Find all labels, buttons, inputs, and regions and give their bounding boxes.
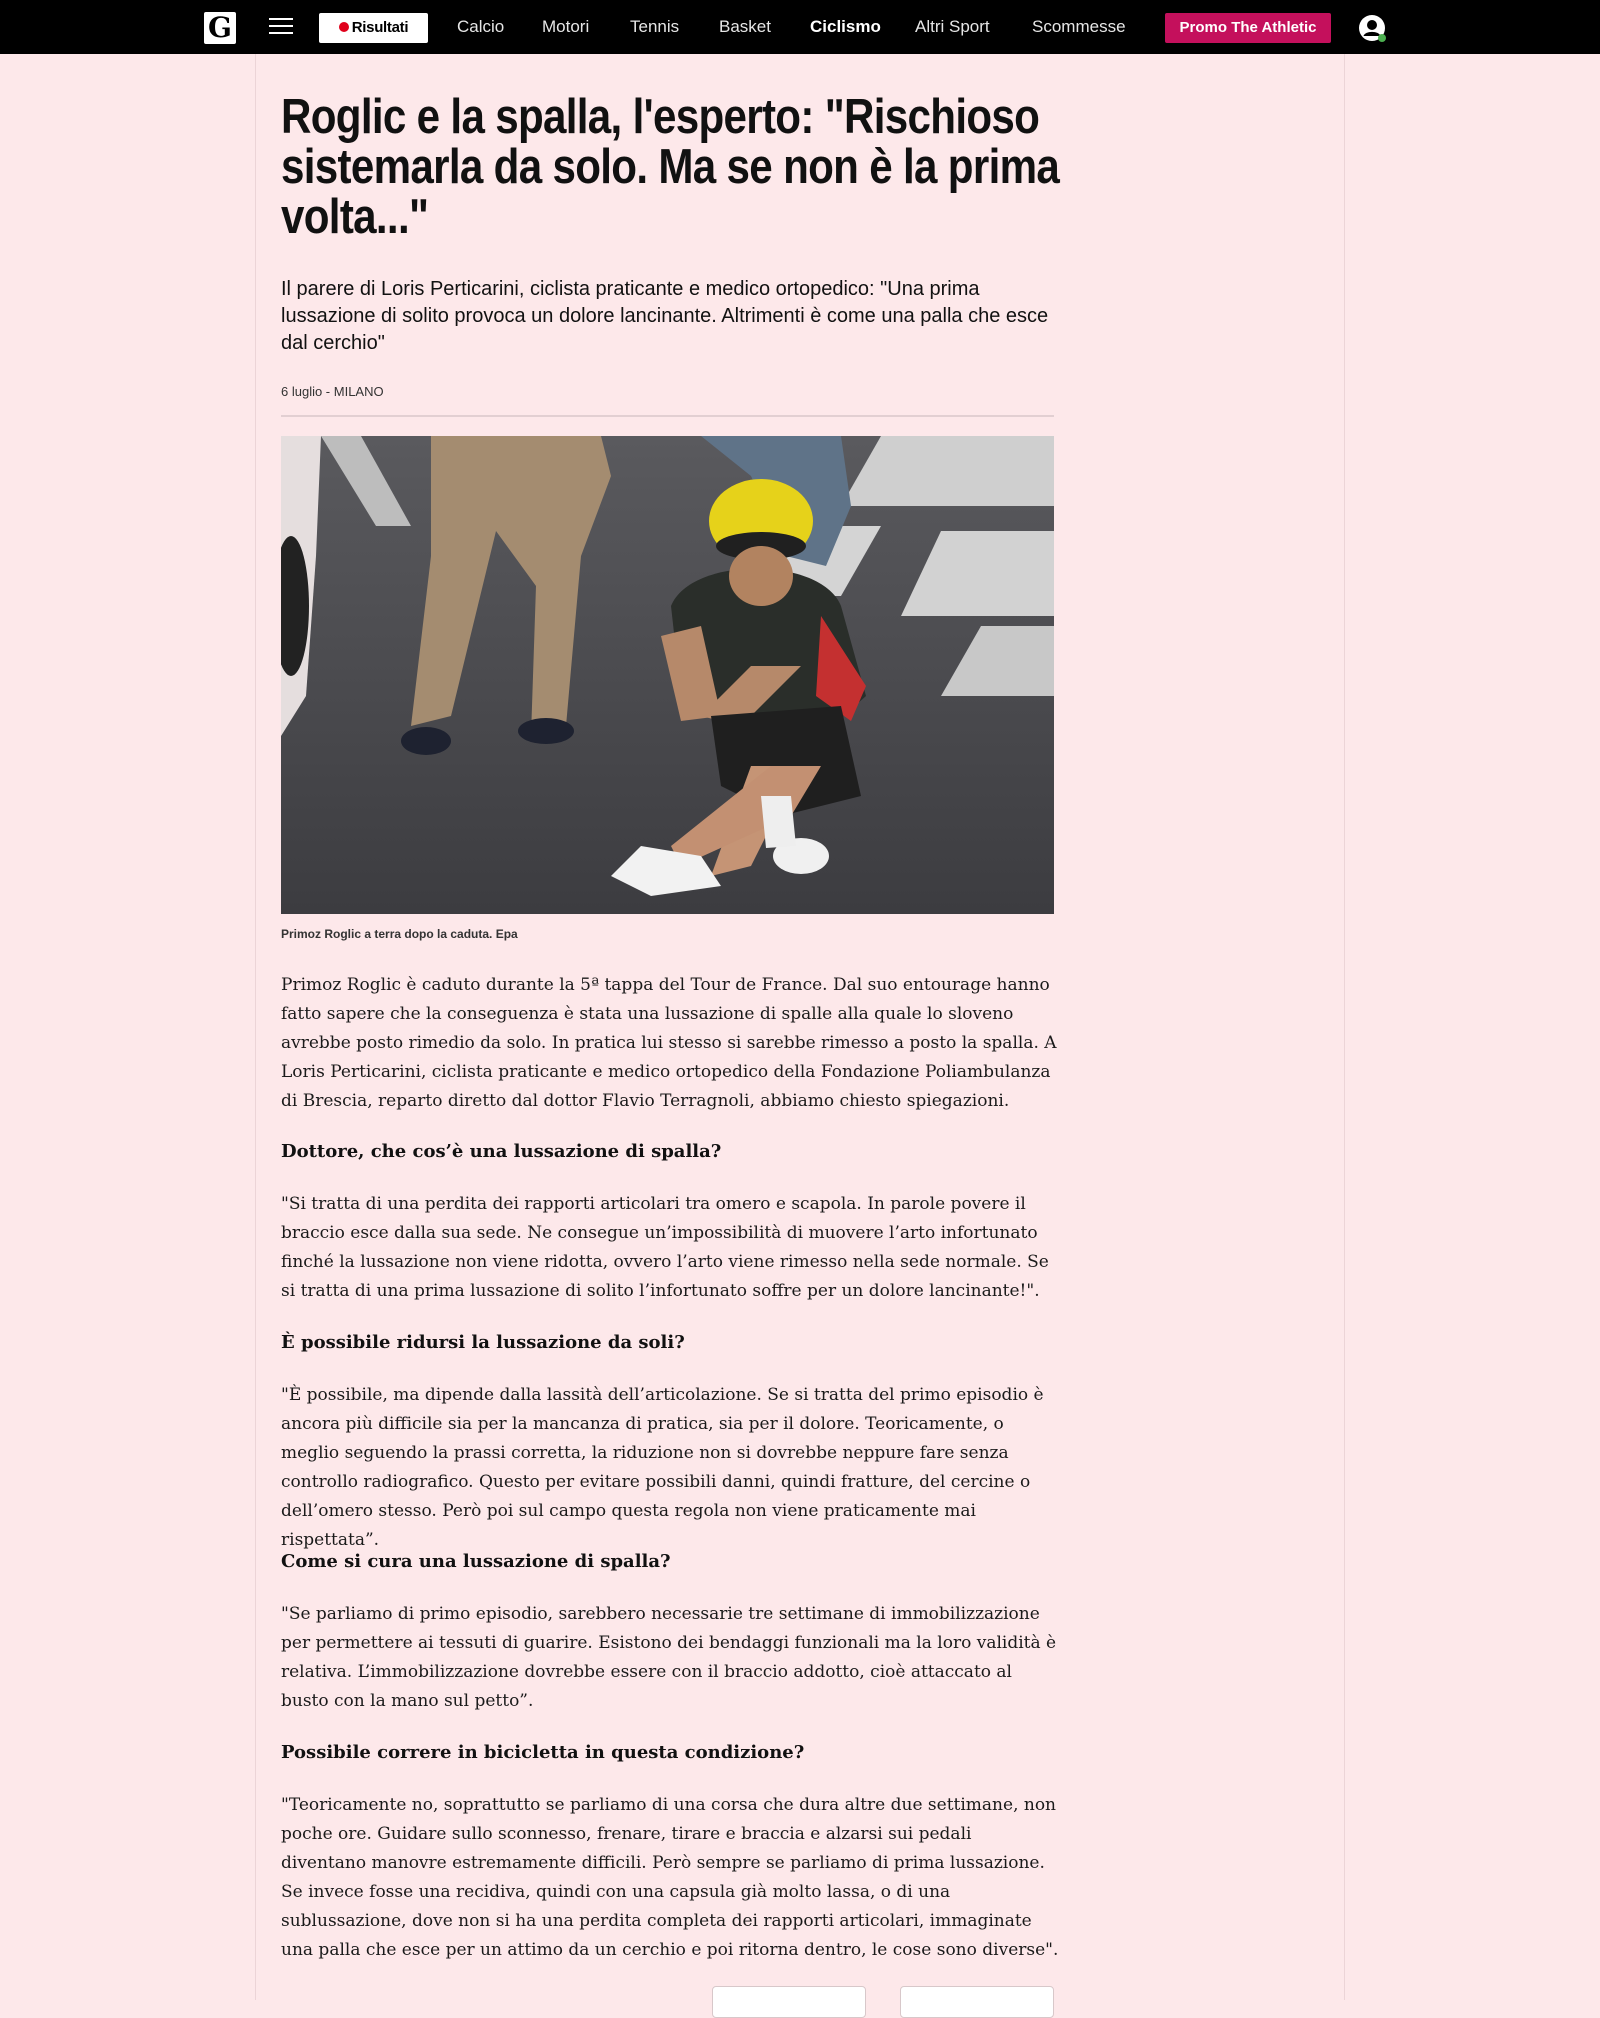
- site-logo[interactable]: G: [204, 12, 236, 44]
- nav-link-ciclismo[interactable]: Ciclismo: [810, 17, 881, 36]
- article-dateline: 6 luglio - MILANO: [281, 384, 384, 399]
- header-divider: [281, 415, 1054, 417]
- photo-caption: Primoz Roglic a terra dopo la caduta. Epa: [281, 927, 518, 941]
- cyclist-crash-photo: [281, 436, 1054, 914]
- answer-paragraph: "È possibile, ma dipende dalla lassità dell’articolazione. Se si tratta del primo episodio è ancora più difficile sia per la mancanza di pratica, sia per il dolore. Teoricamente, o meglio seguendo la prassi corretta, la riduzione non si dovrebbe neppure fare senza controllo radiografico. Questo per evitare possibili danni, quindi fratture, del cercine o dell’omero stesso. Però poi sul campo questa regola non viene praticamente mai rispettata”.: [281, 1385, 1044, 1550]
- user-account-icon[interactable]: [1358, 14, 1386, 42]
- share-widget-left[interactable]: [712, 1986, 866, 2018]
- nav-link-motori[interactable]: Motori: [542, 17, 590, 36]
- answer-paragraph: "Si tratta di una perdita dei rapporti articolari tra omero e scapola. In parole povere il braccio esce dalla sua sede. Ne consegue un’impossibilità di muovere l’arto infortunato finché la lussazione non viene ridotta, ovvero l’arto viene rimesso nella sede normale. Se si tratta di una prima lussazione di solito l’infortunato soffre per un dolore lancinante!".: [281, 1194, 1049, 1301]
- live-dot-icon: [339, 22, 349, 32]
- nav-link-calcio[interactable]: Calcio: [457, 17, 505, 36]
- article-photo[interactable]: [281, 436, 1054, 914]
- share-widget-right[interactable]: [900, 1986, 1054, 2018]
- nav-link-basket[interactable]: Basket: [719, 17, 771, 36]
- nav-link-altri-sport[interactable]: Altri Sport: [915, 17, 990, 36]
- risultati-label: Risultati: [351, 19, 409, 36]
- answer-paragraph: "Teoricamente no, soprattutto se parliamo di una corsa che dura altre due settimane, non poche ore. Guidare sullo sconnesso, frenare, tirare e braccia e alzarsi sui pedali diventano manovre estremamente difficili. Però sempre se parliamo di prima lussazione. Se invece fosse una recidiva, quindi con una capsula già molto lassa, o di una sublussazione, dove non si ha una perdita completa dei rapporti articolari, immaginate una palla che esce per un attimo da un cerchio e poi ritorna dentro, le cose sono diverse".: [281, 1795, 1059, 1960]
- nav-link-tennis[interactable]: Tennis: [630, 17, 680, 36]
- top-navigation-bar: [0, 0, 1600, 54]
- promo-the-athletic-button[interactable]: Promo The Athletic: [1165, 13, 1331, 43]
- nav-link-scommesse[interactable]: Scommesse: [1032, 17, 1126, 36]
- hamburger-menu-icon[interactable]: [269, 18, 293, 36]
- question-heading: Come si cura una lussazione di spalla?: [281, 1551, 671, 1572]
- answer-paragraph: "Se parliamo di primo episodio, sarebbero necessarie tre settimane di immobilizzazione per permettere ai tessuti di guarire. Esistono dei bendaggi funzionali ma la loro validità è relativa. L’immobilizzazione dovrebbe essere con il braccio addotto, cioè attaccato al busto con la mano sul petto”.: [281, 1604, 1057, 1711]
- question-heading: È possibile ridursi la lussazione da soli?: [281, 1332, 685, 1353]
- article-intro-paragraph: Primoz Roglic è caduto durante la 5ª tappa del Tour de France. Dal suo entourage hanno fatto sapere che la conseguenza è stata una lussazione di spalle alla quale lo sloveno avrebbe posto rimedio da solo. In pratica lui stesso si sarebbe rimesso a posto la spalla. A Loris Perticarini, ciclista praticante e medico ortopedico della Fondazione Poliambulanza di Brescia, reparto diretto dal dottor Flavio Terragnoli, abbiamo chiesto spiegazioni.: [281, 975, 1057, 1111]
- article-subtitle: Il parere di Loris Perticarini, ciclista praticante e medico ortopedico: "Una prima lussazione di solito provoca un dolore lancinante. Altrimenti è come una palla che esce dal cerchio": [281, 278, 1049, 354]
- article-headline: Roglic e la spalla, l'esperto: "Rischioso sistemarla da solo. Ma se non è la prima volta...": [281, 90, 1060, 244]
- risultati-button[interactable]: [319, 13, 428, 43]
- question-heading: Dottore, che cos’è una lussazione di spalla?: [281, 1141, 722, 1162]
- question-heading: Possibile correre in bicicletta in questa condizione?: [281, 1742, 805, 1763]
